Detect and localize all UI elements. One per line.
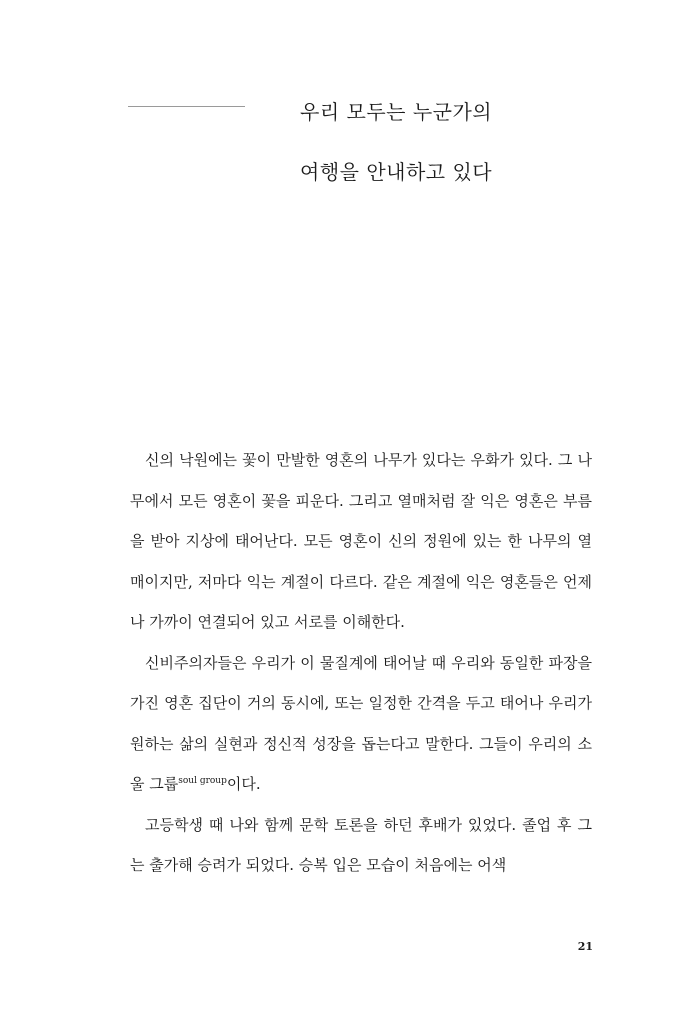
paragraph-2 [130,643,592,805]
body-text [130,440,592,886]
soul-group-annotation: soul group [178,776,227,786]
paragraph-2-end: 이다. [226,775,261,793]
title-divider-line [128,106,245,107]
chapter-title-line-2: 여행을 안내하고 있다 [300,160,493,184]
page-number: 21 [577,940,593,953]
paragraph-3: 고등학생 때 나와 함께 문학 토론을 하던 후배가 있었다. 졸업 후 그는 출가해 승려가 되었다. 승복 입은 모습이 처음에는 어색 [130,815,592,874]
paragraph-2-text: 신비주의자들은 우리가 이 물질계에 태어날 때 우리와 동일한 파장을 가진 영혼 집단이 거의 동시에, 또는 일정한 간격을 두고 태어나 우리가 원하는 삶의 실현과 정신적 성장을 돕는다고 말한다. 그들이 우리의 소울 그룹 [130,653,592,793]
paragraph-1: 신의 낙원에는 꽃이 만발한 영혼의 나무가 있다는 우화가 있다. 그 나무에서 모든 영혼이 꽃을 피운다. 그리고 열매처럼 잘 익은 영혼은 부름을 받아 지상에 태어난다. 모든 영혼이 신의 정원에 있는 한 나무의 열매이지만, 저마다 익는 계절이 다르다. 같은 계절에 익은 영혼들은 언제나 가까이 연결되어 있고 서로를 이해한다. [130,451,592,631]
chapter-title-line-1: 우리 모두는 누군가의 [300,100,493,124]
